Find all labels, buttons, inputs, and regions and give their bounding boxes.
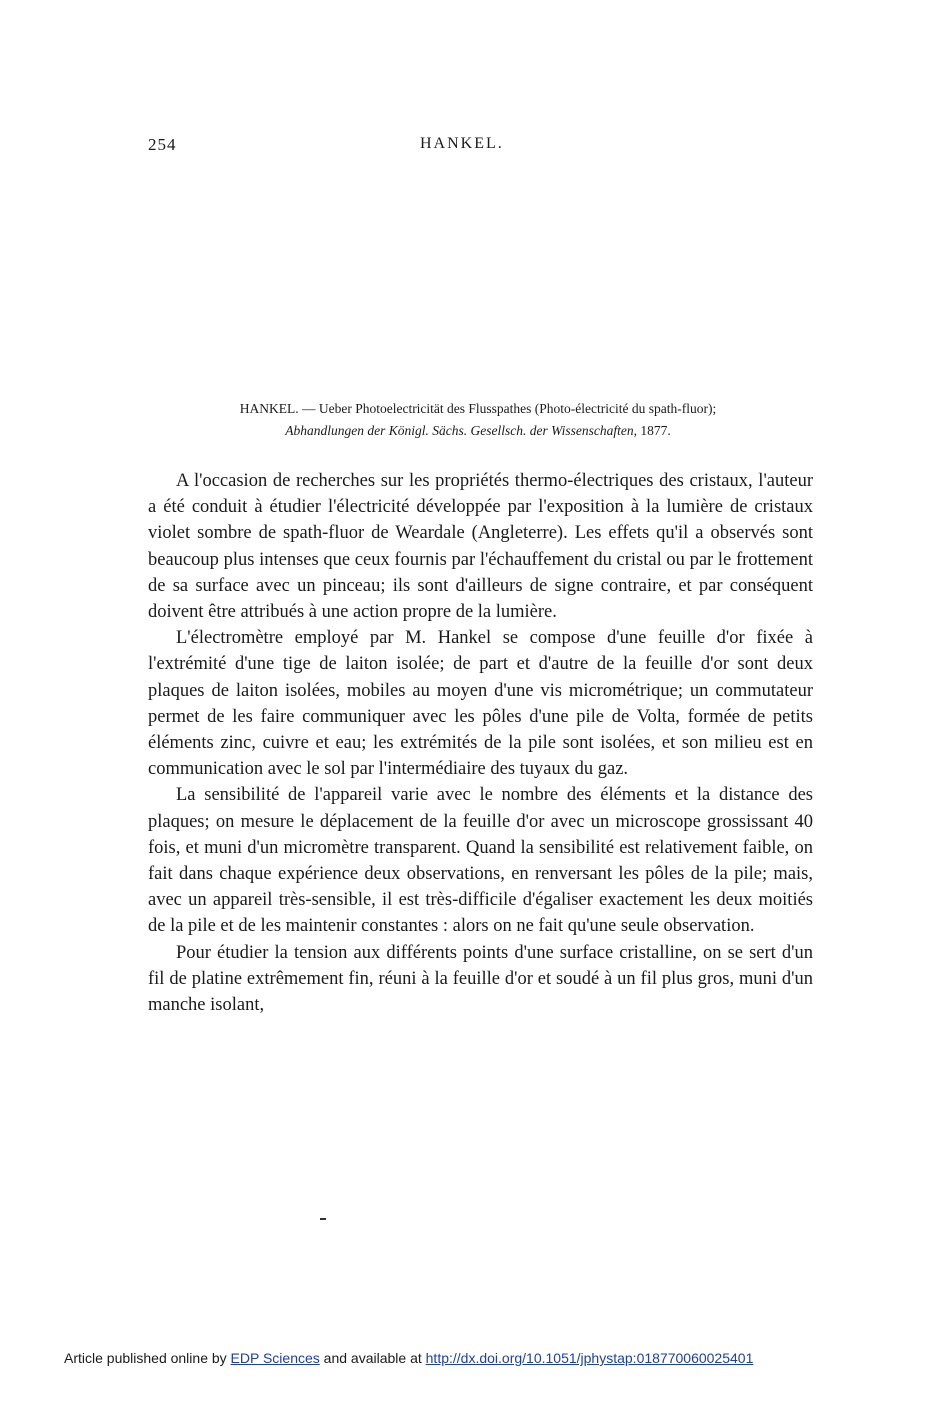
citation-line-2 <box>148 420 808 442</box>
doi-link[interactable]: http://dx.doi.org/10.1051/jphystap:018770060025401 <box>425 1350 754 1366</box>
paragraph-4: Pour étudier la tension aux différents points d'une surface cristalline, on se sert d'un fil de platine extrêmement fin, réuni à la feuille d'or et soudé à un fil plus gros, muni d'un manche isolant, <box>148 942 813 1016</box>
publication-footer <box>64 1350 753 1366</box>
citation-journal: Abhandlungen der Königl. Sächs. Gesellsch. der Wissenschaften, <box>285 423 637 438</box>
running-title: HANKEL. <box>420 135 504 152</box>
article-body <box>148 468 813 1018</box>
footer-middle: and available at <box>319 1350 426 1366</box>
citation-year: 1877. <box>636 423 671 438</box>
footer-prefix: Article published online by <box>64 1350 231 1366</box>
scan-mark <box>320 1218 326 1220</box>
paragraph-3: La sensibilité de l'appareil varie avec le nombre des éléments et la distance des plaques; on mesure le déplacement de la feuille d'or avec un microscope grossissant 40 fois, et muni d'un micromètre transparent. Quand la sensibilité est relativement faible, on fait dans chaque expérience deux observations, en renversant les pôles de la pile; mais, avec un appareil très-sensible, il est très-difficile d'égaliser exactement les deux moitiés de la pile et de les maintenir constantes : alors on ne fait qu'une seule observation. <box>148 785 813 937</box>
paragraph-1: A l'occasion de recherches sur les propriétés thermo-électriques des cristaux, l'auteur a été conduit à étudier l'électricité développée par l'exposition à la lumière de cristaux violet sombre de spath-fluor de Weardale (Angleterre). Les effets qu'il a observés sont beaucoup plus intenses que ceux fournis par l'échauffement du cristal ou par le frottement de sa surface avec un pinceau; ils sont d'ailleurs de signe contraire, et par conséquent doivent être attribués à une action propre de la lumière. <box>148 471 813 623</box>
citation-line-1: HANKEL. — Ueber Photoelectricität des Flusspathes (Photo-électricité du spath-fluor); <box>239 401 717 416</box>
page-number: 254 <box>148 135 177 154</box>
bibliographic-citation <box>148 398 808 442</box>
publisher-link[interactable]: EDP Sciences <box>230 1350 320 1366</box>
paragraph-2: L'électromètre employé par M. Hankel se compose d'une feuille d'or fixée à l'extrémité d'une tige de laiton isolée; de part et d'autre de la feuille d'or sont deux plaques de laiton isolées, mobiles au moyen d'une vis micrométrique; un commutateur permet de les faire communiquer avec les pôles d'une pile de Volta, formée de petits éléments zinc, cuivre et eau; les extrémités de la pile sont isolées, et son milieu est en communication avec le sol par l'intermédiaire des tuyaux du gaz. <box>148 628 813 780</box>
